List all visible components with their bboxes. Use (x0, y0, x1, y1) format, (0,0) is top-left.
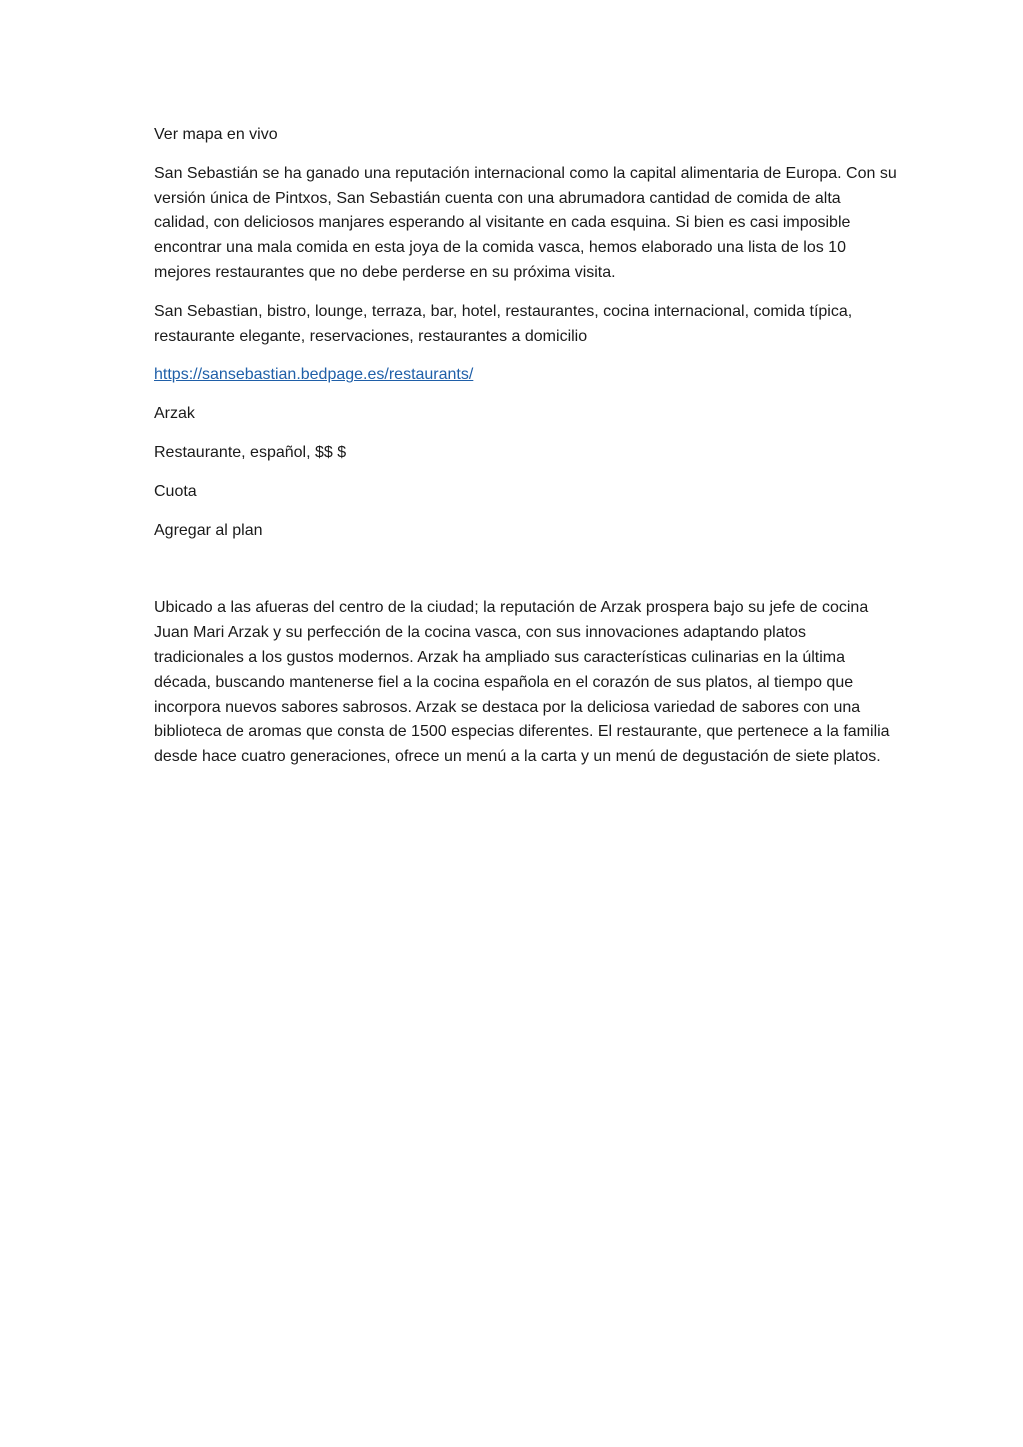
restaurant-name: Arzak (154, 405, 195, 423)
add-to-plan-text: Agregar al plan (154, 521, 263, 539)
restaurant-category: Restaurante, español, $$ $ (154, 443, 347, 461)
restaurant-description: Ubicado a las afueras del centro de la ciudad; la reputación de Arzak prospera bajo su jefe de cocina Juan Mari Arzak y su perfección de la cocina vasca, con sus innovaciones adaptando platos tradicionales a los gustos modernos. Arzak ha ampliado sus características culinarias en la última década, buscando mantenerse fiel a la cocina española en el corazón de sus platos, al tiempo que incorpora nuevos sabores sabrosos. Arzak se destaca por la deliciosa variedad de sabores con una biblioteca de aromas que consta de 1500 especias diferentes. El restaurante, que pertenece a la familia desde hace cuatro generaciones, ofrece un menú a la carta y un menú de degustación de siete platos. (154, 599, 890, 766)
restaurants-url-link[interactable]: https://sansebastian.bedpage.es/restaurants/ (154, 366, 474, 384)
url-paragraph (154, 363, 900, 388)
intro-paragraph: San Sebastián se ha ganado una reputación internacional como la capital alimentaria de Europa. Con su versión única de Pintxos, San Sebastián cuenta con una abrumadora cantidad de comida de alta calidad, con deliciosos manjares esperando al visitante en cada esquina. Si bien es casi imposible encontrar una mala comida en esta joya de la comida vasca, hemos elaborado una lista de los 10 mejores restaurantes que no debe perderse en su próxima visita. (154, 164, 897, 281)
document-body (154, 123, 900, 784)
keywords-paragraph: San Sebastian, bistro, lounge, terraza, bar, hotel, restaurantes, cocina internacional, comida típica, restaurante elegante, reservaciones, restaurantes a domicilio (154, 302, 853, 345)
live-map-text: Ver mapa en vivo (154, 126, 278, 143)
blank-line (154, 557, 900, 596)
share-text: Cuota (154, 482, 197, 500)
